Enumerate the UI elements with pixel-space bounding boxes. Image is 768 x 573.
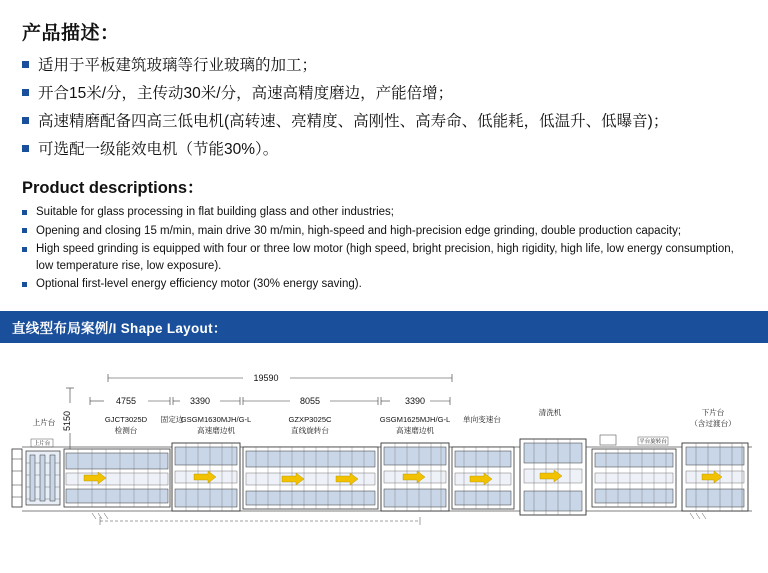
machine-loading-station bbox=[12, 449, 60, 507]
bullet-icon bbox=[22, 247, 27, 252]
machine-code-2: GSGM1630MJH/G-L bbox=[180, 414, 252, 424]
machine-unloading-station bbox=[682, 443, 748, 511]
machine-transfer-conveyor bbox=[592, 449, 676, 507]
dimension-overall bbox=[108, 374, 452, 382]
product-description-title-cn: 产品描述： bbox=[22, 23, 120, 44]
machine-label-station-unload-sub: （含过渡台） bbox=[690, 418, 736, 428]
dimension-segment-3-label: 8055 bbox=[299, 395, 321, 406]
list-item bbox=[22, 241, 750, 274]
machine-name-3a: 直线旋转台 bbox=[291, 425, 329, 435]
layout-drawing bbox=[0, 343, 768, 573]
list-item bbox=[22, 53, 750, 78]
machine-code-1: GJCT3025D bbox=[104, 414, 148, 424]
machine-name-1a: 固定边 bbox=[160, 414, 184, 424]
list-item-label: Suitable for glass processing in flat building glass and other industries; bbox=[36, 206, 394, 218]
machine-name-1b: 检测台 bbox=[114, 425, 138, 435]
list-item-label: 适用于平板建筑玻璃等行业玻璃的加工； bbox=[38, 57, 318, 74]
list-item-label: Opening and closing 15 m/min, main drive 30 m/min, high-speed and high-precision edge grinding, double production capacity; bbox=[36, 224, 682, 237]
bullet-icon bbox=[22, 145, 29, 152]
product-description-list-cn bbox=[22, 53, 750, 162]
machine-washer bbox=[520, 439, 586, 515]
list-item-label: 可选配一级能效电机（节能30%）。 bbox=[38, 141, 279, 158]
machine-grinder-1 bbox=[172, 443, 240, 511]
machine-label-station-speed: 单向变速台 bbox=[463, 414, 501, 424]
list-item bbox=[22, 81, 750, 106]
list-item-label: High speed grinding is equipped with four or three low motor (high speed, bright precision, high rigidity, high life, low energy consumption, low temperature rise, low exposure). bbox=[36, 243, 734, 272]
svg-text:平台旋转台: 平台旋转台 bbox=[639, 438, 667, 445]
bullet-icon bbox=[22, 61, 29, 68]
dimension-segment-1-label: 4755 bbox=[115, 395, 137, 406]
machine-speed-table bbox=[452, 447, 514, 509]
product-description-list-en bbox=[22, 204, 750, 293]
ground-hatch bbox=[92, 513, 706, 519]
machine-code-4: GSGM1625MJH/G-L bbox=[379, 414, 451, 424]
machine-label-station-loading: 上片台 bbox=[32, 417, 56, 427]
bullet-icon bbox=[22, 210, 27, 215]
machine-rotary-table bbox=[243, 447, 378, 509]
tiny-label-box-1 bbox=[31, 439, 53, 447]
machine-grinder-2 bbox=[381, 443, 449, 511]
svg-text:上片台: 上片台 bbox=[33, 440, 51, 447]
dimension-segment-2-label: 3390 bbox=[189, 395, 211, 406]
list-item bbox=[22, 276, 750, 293]
list-item bbox=[22, 223, 750, 240]
dimension-height-label: 5150 bbox=[62, 410, 72, 431]
list-item-label: Optional first-level energy efficiency motor (30% energy saving). bbox=[36, 278, 362, 290]
list-item bbox=[22, 204, 750, 221]
bullet-icon bbox=[22, 117, 29, 124]
machine-inspection-table bbox=[64, 449, 170, 507]
list-item-label: 高速精磨配备四高三低电机(高转速、亮精度、高刚性、高寿命、低能耗，低温升、低曝音)； bbox=[38, 113, 669, 130]
bullet-icon bbox=[22, 228, 27, 233]
small-box-marker bbox=[600, 435, 616, 445]
list-item bbox=[22, 137, 750, 162]
machine-label-station-unload: 下片台 bbox=[701, 407, 725, 417]
section-header-i-shape-layout: 直线型布局案例/I Shape Layout： bbox=[0, 311, 768, 343]
machine-name-2a: 高速磨边机 bbox=[197, 425, 235, 435]
dimension-overall-label: 19590 bbox=[253, 372, 279, 383]
list-item bbox=[22, 109, 750, 134]
machine-label-station-washer: 清洗机 bbox=[538, 407, 562, 417]
machine-name-4a: 高速磨边机 bbox=[396, 425, 434, 435]
dimension-bottom bbox=[100, 517, 420, 525]
bullet-icon bbox=[22, 282, 27, 287]
machine-code-3: GZXP3025C bbox=[288, 414, 332, 424]
bullet-icon bbox=[22, 89, 29, 96]
dimension-segment-4-label: 3390 bbox=[404, 395, 426, 406]
tiny-label-box-2 bbox=[638, 437, 668, 445]
product-description-title-en: Product descriptions： bbox=[22, 179, 204, 197]
list-item-label: 开合15米/分，主传动30米/分，高速高精度磨边，产能倍增； bbox=[38, 85, 454, 102]
